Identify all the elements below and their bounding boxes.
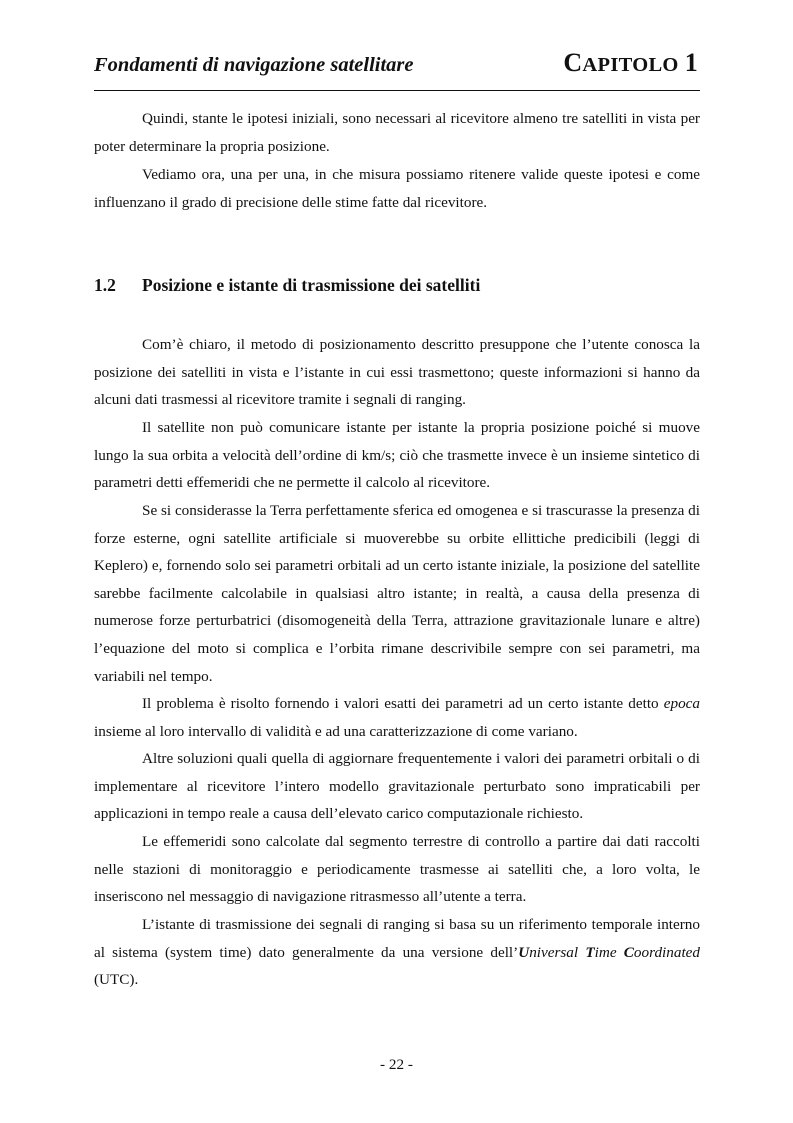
- paragraph-1: Quindi, stante le ipotesi iniziali, sono necessari al ricevitore almeno tre satelliti in vista per poter determinare la propria posizione.: [94, 110, 700, 155]
- p9-text-before: L’istante di trasmissione dei segnali di ranging si basa su un riferimento temporale interno al sistema (system time) dato generalmente da una versione dell’: [94, 916, 700, 961]
- p6-text-before: Il problema è risolto fornendo i valori esatti dei parametri ad un certo istante detto: [142, 695, 664, 712]
- chapter-cap: C: [563, 48, 583, 77]
- paragraph-7: Altre soluzioni quali quella di aggiornare frequentemente i valori dei parametri orbitali o di implementare al ricevitore l’intero modello gravitazionale perturbato sono impraticabili per applicazioni in tempo reale a causa dell’elevato carico computazionale richiesto.: [94, 750, 700, 823]
- chapter-rest: APITOLO: [582, 54, 679, 76]
- paragraph-3-container: [94, 331, 700, 414]
- section-heading: [94, 275, 700, 296]
- utc-c-bold: C: [623, 943, 634, 961]
- section-number: 1.2: [94, 275, 116, 295]
- paragraph-2-container: [94, 161, 700, 216]
- paragraph-6-container: [94, 690, 700, 745]
- paragraph-5-container: [94, 497, 700, 690]
- paragraph-1-container: [94, 105, 700, 160]
- page-number: - 22 -: [380, 1056, 413, 1073]
- paragraph-2: Vediamo ora, una per una, in che misura possiamo ritenere valide queste ipotesi e come influenzano il grado di precisione delle stime fatte dal ricevitore.: [94, 166, 700, 211]
- header-title: Fondamenti di navigazione satellitare: [94, 54, 414, 76]
- paragraph-5: Se si considerasse la Terra perfettamente sferica ed omogenea e si trascurasse la presenza di forze esterne, ogni satellite artificiale si muoverebbe su orbite ellittiche predicibili (leggi di Keplero) e, fornendo solo sei parametri orbitali ad un certo istante iniziale, la posizione del satellite sarebbe facilmente calcolabile in qualsiasi altro istante; in realtà, a causa della presenza di numerose forze perturbatrici (disomogeneità della Terra, attrazione gravitazionale lunare e altre) l’equazione del moto si complica e l’orbita rimane descrivibile sempre con sei parametri, ma variabili nel tempo.: [94, 502, 700, 685]
- utc-u-rest: niversal: [529, 943, 586, 961]
- utc-t-rest: ime: [594, 943, 617, 961]
- p9-utc-name: [518, 944, 700, 961]
- paragraph-4-container: [94, 414, 700, 497]
- running-header: [94, 48, 700, 91]
- utc-u-bold: U: [518, 943, 530, 961]
- paragraph-9-container: [94, 911, 700, 994]
- paragraph-9: [94, 911, 700, 994]
- paragraph-8-container: [94, 828, 700, 911]
- utc-t-bold: T: [585, 943, 595, 961]
- chapter-number: 1: [684, 48, 698, 77]
- paragraph-4: Il satellite non può comunicare istante per istante la propria posizione poiché si muove lungo la sua orbita a velocità dell’ordine di km/s; ciò che trasmette invece è un insieme sintetico di parametri detti effemeridi che ne permette il calcolo al ricevitore.: [94, 419, 700, 492]
- paragraph-8: Le effemeridi sono calcolate dal segmento terrestre di controllo a partire dai dati raccolti nelle stazioni di monitoraggio e periodicamente trasmesse ai satelliti che, a loro volta, le inseriscono nel messaggio di navigazione ritrasmesso all’utente a terra.: [94, 833, 700, 906]
- paragraph-3: Com’è chiaro, il metodo di posizionamento descritto presuppone che l’utente conosca la posizione dei satelliti in vista e l’istante in cui essi trasmettono; queste informazioni si hanno da alcuni dati trasmessi al ricevitore tramite i segnali di ranging.: [94, 336, 700, 409]
- utc-c-rest: oordinated: [633, 943, 701, 961]
- paragraph-6: [94, 690, 700, 745]
- section-title: Posizione e istante di trasmissione dei satelliti: [142, 275, 481, 295]
- p6-text-after: insieme al loro intervallo di validità e ad una caratterizzazione di come variano.: [94, 722, 578, 740]
- chapter-label: [563, 48, 698, 78]
- p9-text-after: (UTC).: [94, 971, 139, 989]
- paragraph-7-container: [94, 745, 700, 828]
- p6-term-epoca: epoca: [663, 695, 700, 712]
